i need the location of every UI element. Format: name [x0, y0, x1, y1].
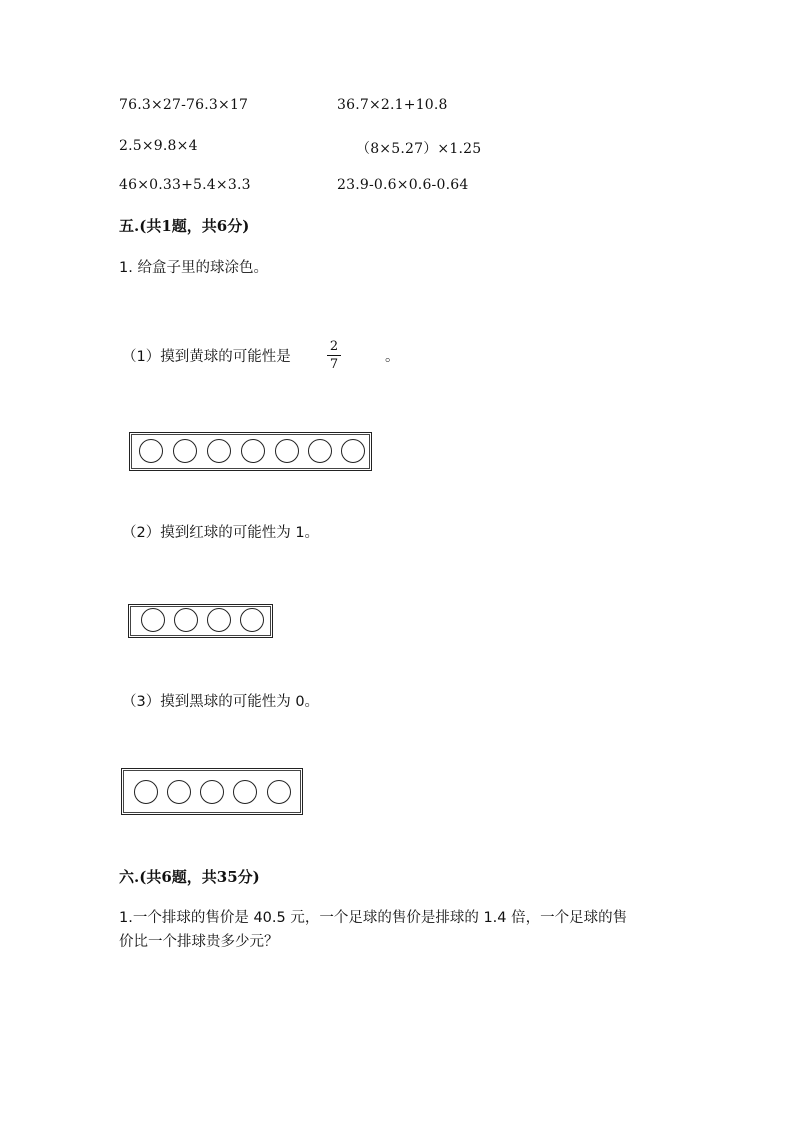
fraction-2-7 [327, 339, 341, 372]
expression-1: 76.3×27-76.3×17 [119, 97, 249, 113]
ball-circle[interactable] [233, 780, 257, 804]
ball-circle[interactable] [308, 439, 332, 463]
part-3-text: （3）摸到黑球的可能性为 0。 [122, 694, 320, 710]
ball-box-1 [129, 432, 372, 471]
ball-circle[interactable] [267, 780, 291, 804]
ball-circle[interactable] [241, 439, 265, 463]
ball-circle[interactable] [141, 608, 165, 632]
question-6-1-line-1: 1.一个排球的售价是 40.5 元，一个足球的售价是排球的 1.4 倍，一个足球的售 [119, 910, 628, 926]
ball-circle[interactable] [207, 608, 231, 632]
part-2-text: （2）摸到红球的可能性为 1。 [122, 525, 320, 541]
question-5-1: 1. 给盒子里的球涂色。 [119, 260, 268, 276]
ball-circle[interactable] [167, 780, 191, 804]
fraction-numerator: 2 [329, 339, 339, 354]
question-6-1-line-2: 价比一个排球贵多少元？ [119, 934, 279, 950]
section-6-heading: 六.(共6题，共35分) [119, 868, 260, 886]
ball-circle[interactable] [275, 439, 299, 463]
ball-circle[interactable] [200, 780, 224, 804]
expression-3: 2.5×9.8×4 [119, 138, 198, 154]
ball-circle[interactable] [134, 780, 158, 804]
expression-4: （8×5.27）×1.25 [356, 141, 482, 157]
part-1-text: （1）摸到黄球的可能性是 [122, 349, 291, 365]
ball-circle[interactable] [173, 439, 197, 463]
ball-circle[interactable] [240, 608, 264, 632]
expression-6: 23.9-0.6×0.6-0.64 [337, 177, 469, 193]
ball-circle[interactable] [174, 608, 198, 632]
fraction-denominator: 7 [329, 357, 339, 372]
ball-box-2 [128, 604, 273, 638]
ball-circle[interactable] [341, 439, 365, 463]
expression-5: 46×0.33+5.4×3.3 [119, 177, 251, 193]
expression-2: 36.7×2.1+10.8 [337, 97, 448, 113]
section-5-heading: 五.(共1题，共6分) [119, 217, 250, 235]
ball-circle[interactable] [139, 439, 163, 463]
fraction-bar [327, 355, 341, 356]
ball-box-3 [121, 768, 303, 815]
part-1-period: 。 [385, 349, 400, 365]
ball-circle[interactable] [207, 439, 231, 463]
